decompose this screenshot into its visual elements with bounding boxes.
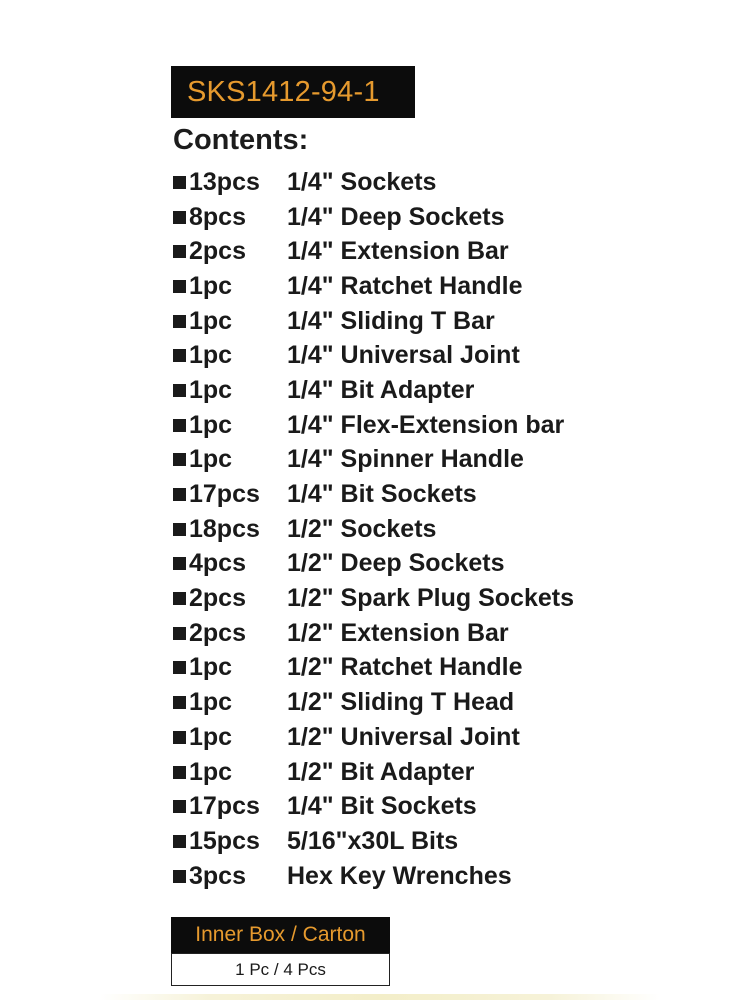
square-bullet-icon: [173, 176, 186, 189]
list-item: [173, 859, 643, 894]
item-description: 1/2" Ratchet Handle: [287, 653, 523, 682]
item-description: 1/4" Bit Sockets: [287, 792, 477, 821]
item-description: 1/4" Sockets: [287, 167, 437, 196]
square-bullet-icon: [173, 835, 186, 848]
item-description: 1/4" Universal Joint: [287, 341, 520, 370]
item-description: 1/4" Spinner Handle: [287, 445, 524, 474]
list-item: [173, 304, 643, 339]
square-bullet-icon: [173, 419, 186, 432]
item-quantity: 17pcs: [189, 792, 260, 821]
item-quantity: 8pcs: [189, 202, 246, 231]
item-description: 1/4" Bit Adapter: [287, 375, 475, 404]
item-description: 1/4" Sliding T Bar: [287, 306, 495, 335]
square-bullet-icon: [173, 453, 186, 466]
item-description: 1/4" Deep Sockets: [287, 202, 505, 231]
item-description: 1/4" Bit Sockets: [287, 480, 477, 509]
contents-heading: Contents:: [173, 124, 309, 156]
list-item: [173, 720, 643, 755]
square-bullet-icon: [173, 384, 186, 397]
list-item: [173, 616, 643, 651]
item-description: 1/4" Extension Bar: [287, 237, 509, 266]
square-bullet-icon: [173, 488, 186, 501]
item-quantity: 1pc: [189, 341, 233, 370]
packing-value: 1 Pc / 4 Pcs: [171, 953, 390, 986]
list-item: [173, 443, 643, 478]
square-bullet-icon: [173, 592, 186, 605]
item-quantity: 1pc: [189, 757, 233, 786]
bottom-divider: [100, 994, 660, 1000]
list-item: [173, 338, 643, 373]
item-description: 5/16"x30L Bits: [287, 826, 459, 855]
square-bullet-icon: [173, 870, 186, 883]
contents-list: [173, 165, 643, 893]
item-description: 1/4" Ratchet Handle: [287, 271, 523, 300]
square-bullet-icon: [173, 349, 186, 362]
item-description: 1/2" Spark Plug Sockets: [287, 584, 574, 613]
list-item: [173, 477, 643, 512]
item-description: 1/2" Sliding T Head: [287, 688, 515, 717]
item-description: 1/2" Universal Joint: [287, 722, 520, 751]
item-quantity: 18pcs: [189, 514, 260, 543]
square-bullet-icon: [173, 211, 186, 224]
item-quantity: 15pcs: [189, 826, 260, 855]
item-quantity: 4pcs: [189, 549, 246, 578]
item-description: 1/2" Sockets: [287, 514, 437, 543]
list-item: [173, 408, 643, 443]
list-item: [173, 581, 643, 616]
item-quantity: 1pc: [189, 410, 233, 439]
square-bullet-icon: [173, 280, 186, 293]
item-quantity: 1pc: [189, 271, 233, 300]
square-bullet-icon: [173, 245, 186, 258]
list-item: [173, 789, 643, 824]
item-description: 1/2" Bit Adapter: [287, 757, 475, 786]
item-quantity: 2pcs: [189, 618, 246, 647]
model-code-label: SKS1412-94-1: [171, 66, 415, 118]
item-quantity: 2pcs: [189, 584, 246, 613]
list-item: [173, 547, 643, 582]
square-bullet-icon: [173, 731, 186, 744]
list-item: [173, 269, 643, 304]
item-quantity: 1pc: [189, 375, 233, 404]
square-bullet-icon: [173, 661, 186, 674]
list-item: [173, 165, 643, 200]
square-bullet-icon: [173, 523, 186, 536]
list-item: [173, 651, 643, 686]
list-item: [173, 755, 643, 790]
list-item: [173, 373, 643, 408]
square-bullet-icon: [173, 766, 186, 779]
list-item: [173, 200, 643, 235]
list-item: [173, 685, 643, 720]
packing-header: Inner Box / Carton: [171, 917, 390, 953]
item-description: 1/4" Flex-Extension bar: [287, 410, 565, 439]
square-bullet-icon: [173, 627, 186, 640]
square-bullet-icon: [173, 800, 186, 813]
square-bullet-icon: [173, 696, 186, 709]
item-quantity: 1pc: [189, 722, 233, 751]
item-quantity: 1pc: [189, 445, 233, 474]
item-description: 1/2" Extension Bar: [287, 618, 509, 647]
item-quantity: 17pcs: [189, 480, 260, 509]
item-quantity: 2pcs: [189, 237, 246, 266]
item-quantity: 1pc: [189, 688, 233, 717]
list-item: [173, 512, 643, 547]
item-quantity: 13pcs: [189, 167, 260, 196]
item-quantity: 3pcs: [189, 861, 246, 890]
list-item: [173, 234, 643, 269]
square-bullet-icon: [173, 557, 186, 570]
item-quantity: 1pc: [189, 306, 233, 335]
item-description: Hex Key Wrenches: [287, 861, 512, 890]
list-item: [173, 824, 643, 859]
item-description: 1/2" Deep Sockets: [287, 549, 505, 578]
square-bullet-icon: [173, 315, 186, 328]
item-quantity: 1pc: [189, 653, 233, 682]
